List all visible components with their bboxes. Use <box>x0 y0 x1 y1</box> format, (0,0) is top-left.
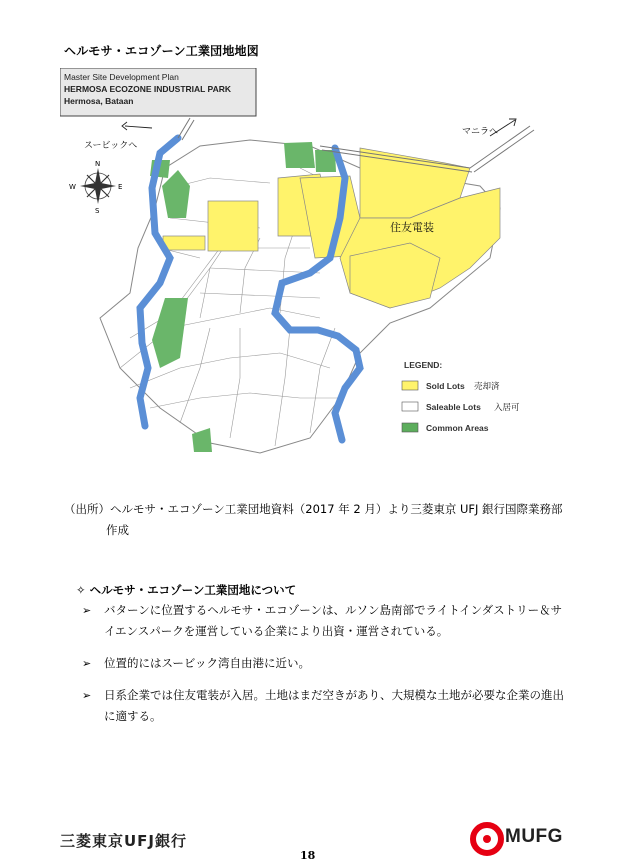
legend-swatch-sold <box>402 381 418 390</box>
map-legend <box>402 360 520 433</box>
map-title-line3: Hermosa, Bataan <box>64 96 134 106</box>
compass-icon <box>69 160 122 215</box>
label-sumitomo: 住友電装 <box>390 221 434 234</box>
mufg-logo-text: MUFG <box>505 826 563 847</box>
site-map <box>60 68 565 460</box>
about-heading: ✧ ヘルモサ・エコゾーン工業団地について <box>76 583 297 597</box>
source-note-line1: （出所）ヘルモサ・エコゾーン工業団地資料（2017 年 2 月）より三菱東京 UFJ 銀行国際業務部 <box>64 502 563 516</box>
map-title-line1: Master Site Development Plan <box>64 72 179 82</box>
legend-swatch-common <box>402 423 418 432</box>
list-item <box>82 685 572 727</box>
source-note-line2: 作成 <box>106 523 129 537</box>
section-title: ヘルモサ・エコゾーン工業団地地図 <box>64 44 259 58</box>
footer-bank-name: 三菱東京UFJ銀行 <box>60 832 188 850</box>
map-title-box <box>60 68 256 116</box>
compass-s: S <box>95 207 100 215</box>
legend-label-saleable: Saleable Lots <box>426 402 481 412</box>
page-number: 18 <box>300 849 316 862</box>
legend-jp-sold: 売却済 <box>474 382 500 392</box>
bullet-list <box>82 600 572 738</box>
list-item <box>82 600 572 642</box>
bullet-text: バターンに位置するヘルモサ・エコゾーンは、ルソン島南部でライトインダストリー＆サイエンスパークを運営している企業により出資・運営されている。 <box>104 603 563 638</box>
label-to-manila: マニラへ <box>462 127 499 137</box>
compass-n: N <box>95 160 101 168</box>
compass-e: E <box>118 183 123 191</box>
compass-w: W <box>69 183 76 191</box>
legend-swatch-saleable <box>402 402 418 411</box>
bullet-text: 位置的にはスービック湾自由港に近い。 <box>104 656 310 670</box>
map-title-line2: HERMOSA ECOZONE INDUSTRIAL PARK <box>64 84 232 94</box>
legend-jp-saleable: 入居可 <box>494 403 520 413</box>
arrow-bullet-icon: ➢ <box>82 689 92 702</box>
arrow-bullet-icon: ➢ <box>82 604 92 617</box>
bullet-text: 日系企業では住友電装が入居。土地はまだ空きがあり、大規模な土地が必要な企業の進出に適する。 <box>104 688 564 723</box>
legend-title: LEGEND: <box>404 360 443 370</box>
list-item <box>82 653 572 674</box>
source-note <box>64 499 564 541</box>
mufg-logo-icon <box>470 822 504 856</box>
legend-label-sold: Sold Lots <box>426 381 465 391</box>
label-to-subic: スービックへ <box>84 141 138 151</box>
arrow-bullet-icon: ➢ <box>82 657 92 670</box>
legend-label-common: Common Areas <box>426 423 489 433</box>
